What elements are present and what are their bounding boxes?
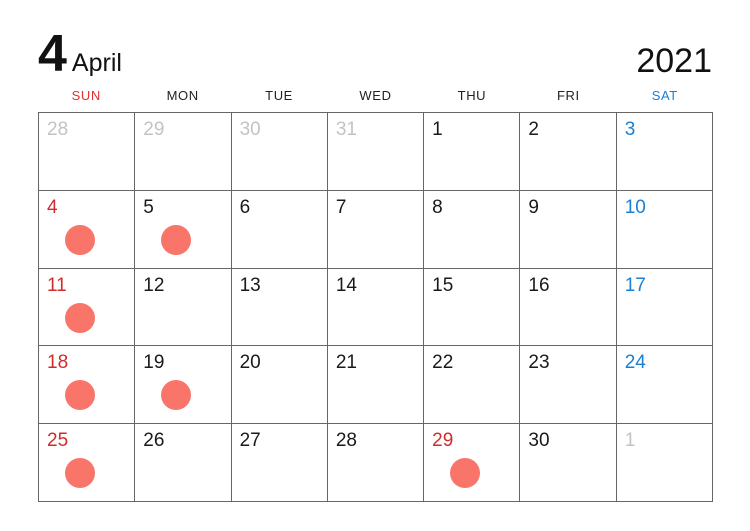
day-cell[interactable] [135,113,231,191]
day-number: 25 [47,430,69,452]
month-number: 4 [38,25,66,83]
weekday-label-thu: THU [457,88,487,103]
month-name: April [71,49,122,77]
weekday-label-wed: WED [359,88,392,103]
weekday-header-row [38,88,713,103]
day-number: 3 [624,119,636,140]
day-number: 30 [528,430,550,452]
day-cell[interactable] [328,113,424,191]
year-label: 2021 [636,42,712,80]
day-number: 18 [47,352,69,374]
calendar-grid [38,112,713,502]
day-number: 13 [239,274,261,296]
day-number: 9 [528,196,539,218]
day-cell[interactable] [520,346,616,424]
day-cell[interactable] [232,269,328,347]
day-number: 6 [239,196,251,218]
day-number: 29 [143,119,165,140]
day-number: 28 [47,119,69,140]
day-cell[interactable] [328,346,424,424]
weekday-label-sat: SAT [651,88,678,103]
day-cell[interactable] [520,113,616,191]
day-cell[interactable] [39,269,135,347]
day-number: 21 [335,352,357,374]
day-number: 24 [624,352,646,374]
day-cell[interactable] [232,346,328,424]
day-number: 29 [432,430,454,452]
day-cell[interactable] [135,191,231,269]
day-number: 31 [335,119,357,140]
day-number: 20 [239,352,261,374]
day-number: 16 [528,274,550,296]
day-number: 8 [432,196,443,218]
day-number: 30 [239,119,261,140]
event-dot-icon [65,225,95,255]
day-cell[interactable] [424,346,520,424]
day-number: 10 [624,196,646,218]
day-cell[interactable] [520,191,616,269]
weekday-label-tue: TUE [265,88,293,103]
weekday-label-mon: MON [166,88,199,103]
day-number: 7 [335,196,347,218]
day-cell[interactable] [328,269,424,347]
event-dot-icon [450,458,480,488]
day-cell[interactable] [617,113,713,191]
day-cell[interactable] [424,424,520,502]
day-cell[interactable] [39,346,135,424]
day-number: 15 [432,274,454,296]
day-number: 19 [143,352,165,374]
day-number: 4 [47,196,58,218]
event-dot-icon [65,380,95,410]
day-number: 11 [47,274,67,296]
day-number: 2 [528,119,539,140]
day-cell[interactable] [39,113,135,191]
day-number: 17 [624,274,646,296]
day-number: 14 [335,274,357,296]
day-cell[interactable] [39,424,135,502]
day-number: 5 [143,196,154,218]
day-cell[interactable] [617,191,713,269]
day-number: 12 [143,274,165,296]
event-dot-icon [161,380,191,410]
day-cell[interactable] [232,191,328,269]
event-dot-icon [65,458,95,488]
event-dot-icon [65,303,95,333]
day-number: 1 [432,119,443,140]
day-number: 1 [624,430,636,452]
day-number: 27 [239,430,261,452]
day-cell[interactable] [520,424,616,502]
day-cell[interactable] [424,191,520,269]
day-cell[interactable] [328,191,424,269]
day-cell[interactable] [424,269,520,347]
day-cell[interactable] [232,113,328,191]
weekday-label-fri: FRI [556,88,580,103]
day-cell[interactable] [39,191,135,269]
weekday-label-sun: SUN [71,88,101,103]
day-cell[interactable] [617,424,713,502]
day-number: 28 [335,430,357,452]
day-number: 22 [432,352,454,374]
day-cell[interactable] [135,346,231,424]
day-cell[interactable] [232,424,328,502]
month-title [38,25,122,83]
day-cell[interactable] [135,424,231,502]
day-cell[interactable] [617,346,713,424]
day-cell[interactable] [328,424,424,502]
day-cell[interactable] [135,269,231,347]
day-cell[interactable] [520,269,616,347]
calendar-header [38,22,712,83]
day-cell[interactable] [424,113,520,191]
day-number: 26 [143,430,165,452]
day-number: 23 [528,352,550,374]
day-cell[interactable] [617,269,713,347]
event-dot-icon [161,225,191,255]
